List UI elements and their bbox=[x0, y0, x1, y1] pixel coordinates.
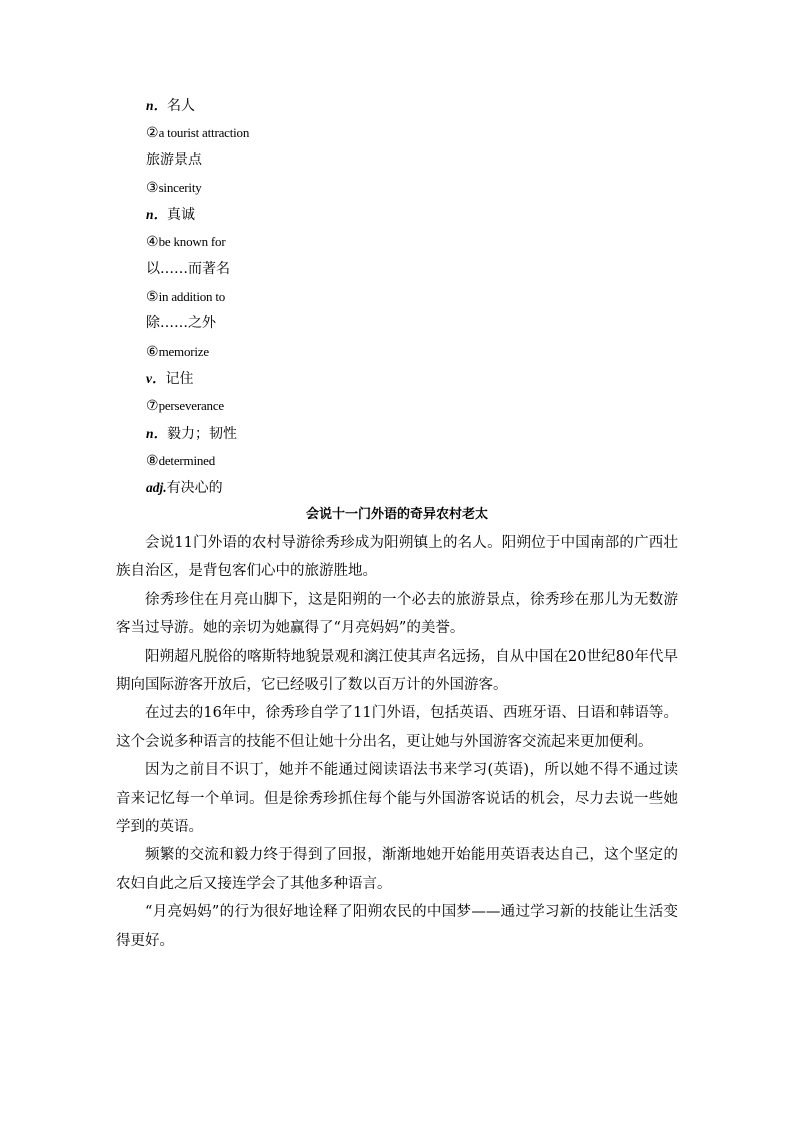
vocab-number: ③ bbox=[146, 179, 159, 196]
vocab-meaning-text: 除……之外 bbox=[146, 315, 216, 332]
article-paragraph: 阳朔超凡脱俗的喀斯特地貌景观和漓江使其声名远扬，自从中国在20世纪80年代早期向国际游客开放后，它已经吸引了数以百万计的外国游客。 bbox=[116, 648, 678, 694]
vocab-term bbox=[146, 228, 706, 255]
part-of-speech: n． bbox=[146, 207, 168, 223]
vocab-meaning-text: 名人 bbox=[167, 98, 196, 114]
vocab-term bbox=[146, 338, 706, 365]
article-body bbox=[116, 529, 678, 955]
part-of-speech: v． bbox=[146, 370, 166, 386]
vocab-meaning-text: 毅力；韧性 bbox=[167, 425, 238, 442]
vocab-term-text: be known for bbox=[158, 234, 226, 250]
vocab-meaning bbox=[146, 310, 706, 337]
vocab-meaning bbox=[146, 201, 706, 228]
vocab-meaning bbox=[146, 365, 706, 392]
vocab-number: ⑤ bbox=[146, 289, 159, 306]
part-of-speech: n． bbox=[146, 98, 168, 113]
vocab-number: ⑥ bbox=[146, 343, 159, 360]
part-of-speech: n． bbox=[146, 425, 168, 441]
article-paragraph: 会说11门外语的农村导游徐秀珍成为阳朔镇上的名人。阳朔位于中国南部的广西壮族自治区，是背包客们心中的旅游胜地。 bbox=[116, 535, 678, 580]
vocab-meaning-text: 以……而著名 bbox=[146, 260, 230, 277]
vocab-meaning bbox=[146, 474, 706, 501]
vocab-term-text: perseverance bbox=[158, 398, 224, 414]
vocab-meaning-text: 真诚 bbox=[167, 207, 196, 224]
vocab-meaning bbox=[146, 256, 706, 283]
vocab-term-text: sincerity bbox=[158, 179, 202, 195]
vocab-meaning-text: 记住 bbox=[165, 370, 194, 387]
vocab-term bbox=[146, 392, 706, 419]
vocab-number: ④ bbox=[146, 234, 159, 251]
article-title: 会说十一门外语的奇异农村老太 bbox=[305, 507, 488, 522]
vocab-term-text: in addition to bbox=[158, 289, 226, 305]
vocab-term-text: a tourist attraction bbox=[158, 125, 250, 141]
vocab-meaning bbox=[146, 92, 706, 119]
vocab-meaning-text: 旅游景点 bbox=[146, 151, 202, 168]
article-paragraph: 频繁的交流和毅力终于得到了回报，渐渐地她开始能用英语表达自己，这个坚定的农妇自此之后又接连学会了其他多种语言。 bbox=[116, 847, 678, 892]
article-paragraph: 在过去的16年中，徐秀珍自学了11门外语，包括英语、西班牙语、日语和韩语等。这个会说多种语言的技能不但让她十分出名，更让她与外国游客交流起来更加便利。 bbox=[116, 705, 678, 750]
vocabulary-list bbox=[146, 92, 706, 501]
article-paragraph: 因为之前目不识丁，她并不能通过阅读语法书来学习(英语)，所以她不得不通过读音来记忆每一个单词。但是徐秀珍抓住每个能与外国游客说话的机会，尽力去说一些她学到的英语。 bbox=[116, 762, 678, 836]
vocab-term bbox=[146, 174, 706, 201]
vocab-number: ⑦ bbox=[146, 398, 159, 415]
vocab-meaning bbox=[146, 147, 706, 174]
vocab-number: ② bbox=[146, 125, 159, 142]
article-paragraph: 徐秀珍住在月亮山脚下，这是阳朔的一个必去的旅游景点，徐秀珍在那儿为无数游客当过导游。她的亲切为她赢得了“月亮妈妈”的美誉。 bbox=[116, 591, 678, 637]
vocab-meaning bbox=[146, 420, 706, 447]
vocab-number: ⑧ bbox=[146, 452, 159, 469]
article-paragraph: “月亮妈妈”的行为很好地诠释了阳朔农民的中国梦——通过学习新的技能让生活变得更好。 bbox=[116, 904, 678, 949]
vocab-meaning-text: 有决心的 bbox=[166, 480, 223, 497]
vocab-term-text: determined bbox=[158, 452, 216, 468]
vocab-term bbox=[146, 119, 706, 146]
part-of-speech: adj. bbox=[146, 480, 167, 496]
vocab-term bbox=[146, 447, 706, 474]
vocab-term-text: memorize bbox=[158, 343, 209, 359]
vocab-term bbox=[146, 283, 706, 310]
